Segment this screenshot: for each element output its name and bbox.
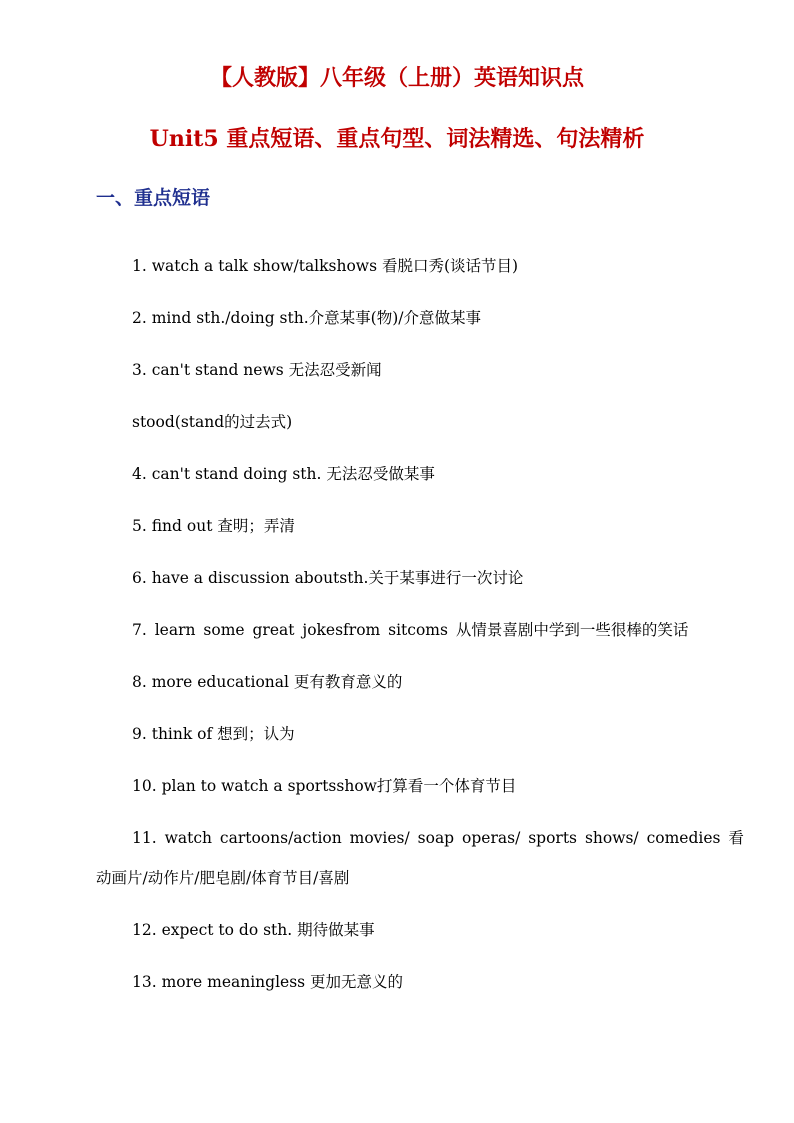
- phrase-item: 12. expect to do sth. 期待做某事: [132, 921, 375, 939]
- phrase-item: 5. find out 查明；弄清: [132, 517, 295, 535]
- phrase-list: [96, 246, 744, 1014]
- phrase-item: 11. watch cartoons/action movies/ soap operas/ sports shows/ comedies 看动画片/动作片/肥皂剧/体育节目/喜剧: [96, 829, 744, 887]
- phrase-item: 13. more meaningless 更加无意义的: [132, 973, 404, 991]
- section-heading: 一、重点短语: [96, 187, 211, 209]
- phrase-item: 10. plan to watch a sportsshow打算看一个体育节目: [132, 777, 517, 795]
- phrase-item: 2. mind sth./doing sth.介意某事(物)/介意做某事: [132, 309, 481, 327]
- phrase-item: 7. learn some great jokesfrom sitcoms 从情景喜剧中学到一些很棒的笑话: [132, 621, 689, 639]
- phrase-item: 3. can't stand news 无法忍受新闻: [132, 361, 382, 379]
- document-subtitle: Unit5 重点短语、重点句型、词法精选、句法精析: [149, 126, 645, 152]
- phrase-item: 4. can't stand doing sth. 无法忍受做某事: [132, 465, 435, 483]
- document-title: 【人教版】八年级（上册）英语知识点: [209, 65, 584, 91]
- phrase-item: 1. watch a talk show/talkshows 看脱口秀(谈话节目): [132, 257, 519, 275]
- phrase-note: stood(stand的过去式): [132, 413, 293, 431]
- phrase-item: 6. have a discussion aboutsth.关于某事进行一次讨论: [132, 569, 524, 587]
- phrase-item: 8. more educational 更有教育意义的: [132, 673, 403, 691]
- phrase-item: 9. think of 想到；认为: [132, 725, 295, 743]
